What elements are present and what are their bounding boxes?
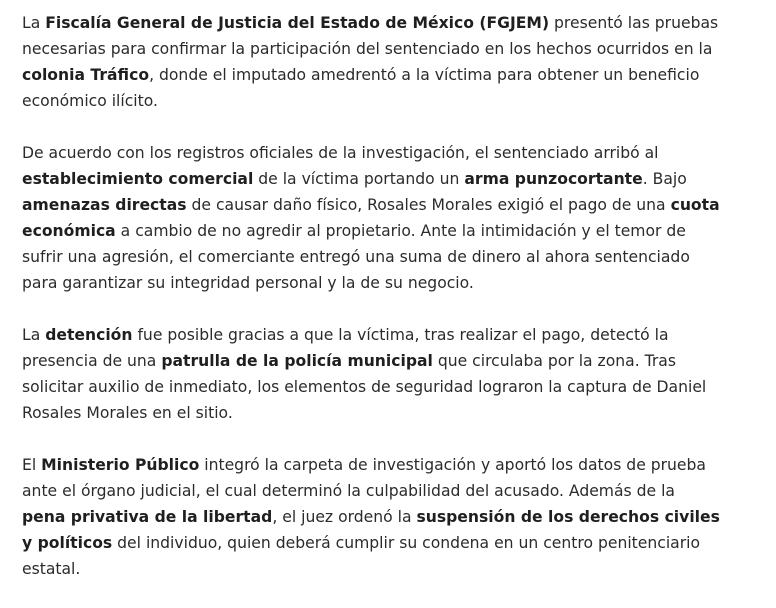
- bold-run: cuota económica: [22, 196, 720, 240]
- text-run: de causar daño físico, Rosales Morales exigió el pago de una: [186, 196, 671, 214]
- bold-run: patrulla de la policía municipal: [161, 352, 433, 370]
- text-run: , donde el imputado amedrentó a la víctima para obtener un beneficio económico ilícito.: [22, 66, 700, 110]
- text-run: fue posible gracias a que la víctima, tras realizar el pago, detectó la presencia de una: [22, 326, 669, 370]
- bold-run: Fiscalía General de Justicia del Estado de México (FGJEM): [45, 14, 550, 32]
- text-run: . Bajo: [642, 170, 687, 188]
- bold-run: colonia Tráfico: [22, 66, 150, 84]
- text-run: integró la carpeta de investigación y aportó los datos de prueba ante el órgano judicial, el cual determinó la culpabilidad del acusado. Además de la: [22, 456, 706, 500]
- bold-run: establecimiento comercial: [22, 170, 254, 188]
- bold-run: detención: [45, 326, 133, 344]
- text-run: presentó las pruebas necesarias para confirmar la participación del sentenciado en los hechos ocurridos en la: [22, 14, 719, 58]
- text-run: La: [22, 326, 46, 344]
- text-run: La: [22, 14, 46, 32]
- text-run: El: [22, 456, 42, 474]
- bold-run: suspensión de los derechos civiles y políticos: [22, 508, 720, 552]
- bold-run: arma punzocortante: [464, 170, 643, 188]
- text-run: a cambio de no agredir al propietario. Ante la intimidación y el temor de sufrir una agresión, el comerciante entregó una suma de dinero al ahora sentenciado para garantizar su integridad personal y la de su negocio.: [22, 222, 690, 292]
- paragraph-4: [22, 452, 722, 582]
- bold-run: amenazas directas: [22, 196, 187, 214]
- paragraph-3: [22, 322, 722, 426]
- paragraph-1: [22, 10, 722, 114]
- paragraph-2: [22, 140, 722, 296]
- article-body: [22, 10, 722, 608]
- text-run: De acuerdo con los registros oficiales de la investigación, el sentenciado arribó al: [22, 144, 659, 162]
- text-run: de la víctima portando un: [253, 170, 465, 188]
- text-run: del individuo, quien deberá cumplir su condena en un centro penitenciario estatal.: [22, 534, 700, 578]
- text-run: , el juez ordenó la: [272, 508, 417, 526]
- bold-run: Ministerio Público: [41, 456, 200, 474]
- text-run: que circulaba por la zona. Tras solicitar auxilio de inmediato, los elementos de seguridad lograron la captura de Daniel Rosales Morales en el sitio.: [22, 352, 707, 422]
- bold-run: pena privativa de la libertad: [22, 508, 273, 526]
